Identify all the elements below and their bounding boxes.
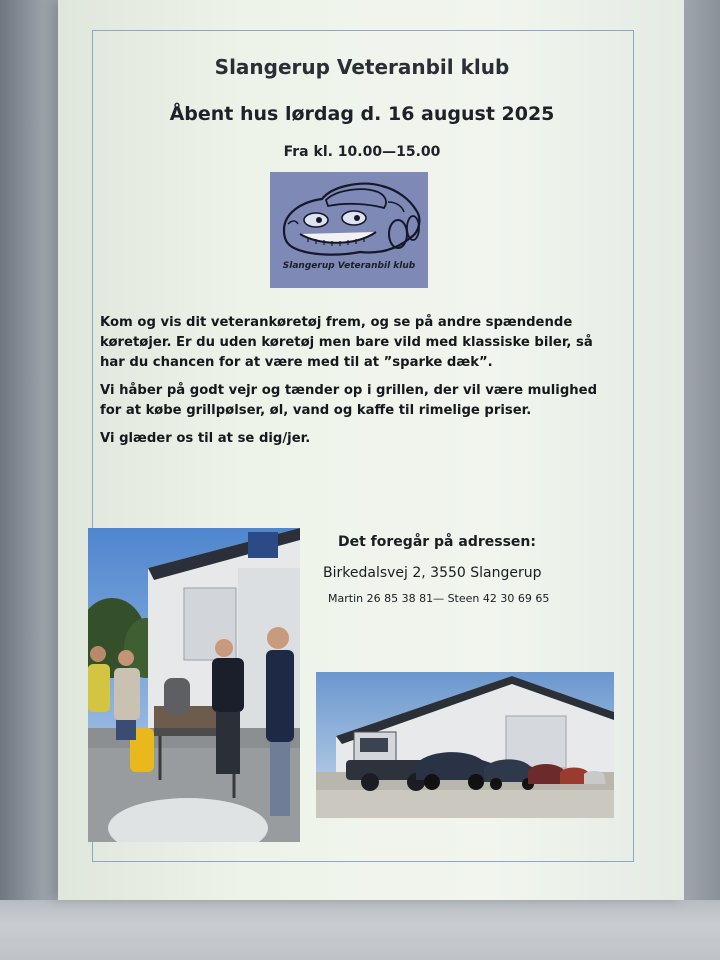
flyer-title: Slangerup Veteranbil klub (214, 55, 510, 79)
cars-photo-image (316, 672, 614, 818)
address-heading: Det foregår på adressen: (338, 534, 536, 550)
paragraph-closing: Vi glæder os til at se dig/jer. (100, 431, 311, 446)
flyer-subtitle: Åbent hus lørdag d. 16 august 2025 (169, 103, 555, 125)
flyer-body (100, 313, 600, 457)
paragraph-invitation: Kom og vis dit veterankøretøj frem, og se på andre spændende køretøjer. Er du uden køretøj men bare vild med klassiske biler, så har du chancen for at være med til at ”sparke dæk”. (100, 315, 593, 370)
photo-veteran-cars (316, 672, 614, 818)
paragraph-grill: Vi håber på godt vejr og tænder op i grillen, der vil være mulighed for at købe grillpølser, øl, vand og kaffe til rimelige priser. (100, 383, 598, 418)
contact-numbers: Martin 26 85 38 81— Steen 42 30 69 65 (328, 592, 550, 605)
logo-caption: Slangerup Veteranbil klub (282, 261, 416, 271)
grill-photo-image (88, 528, 300, 842)
address-text: Birkedalsvej 2, 3550 Slangerup (323, 565, 542, 581)
club-logo (270, 172, 428, 288)
monitor-bottom-edge (0, 900, 720, 960)
photo-grill-event (88, 528, 300, 842)
opening-hours: Fra kl. 10.00—15.00 (283, 144, 441, 160)
